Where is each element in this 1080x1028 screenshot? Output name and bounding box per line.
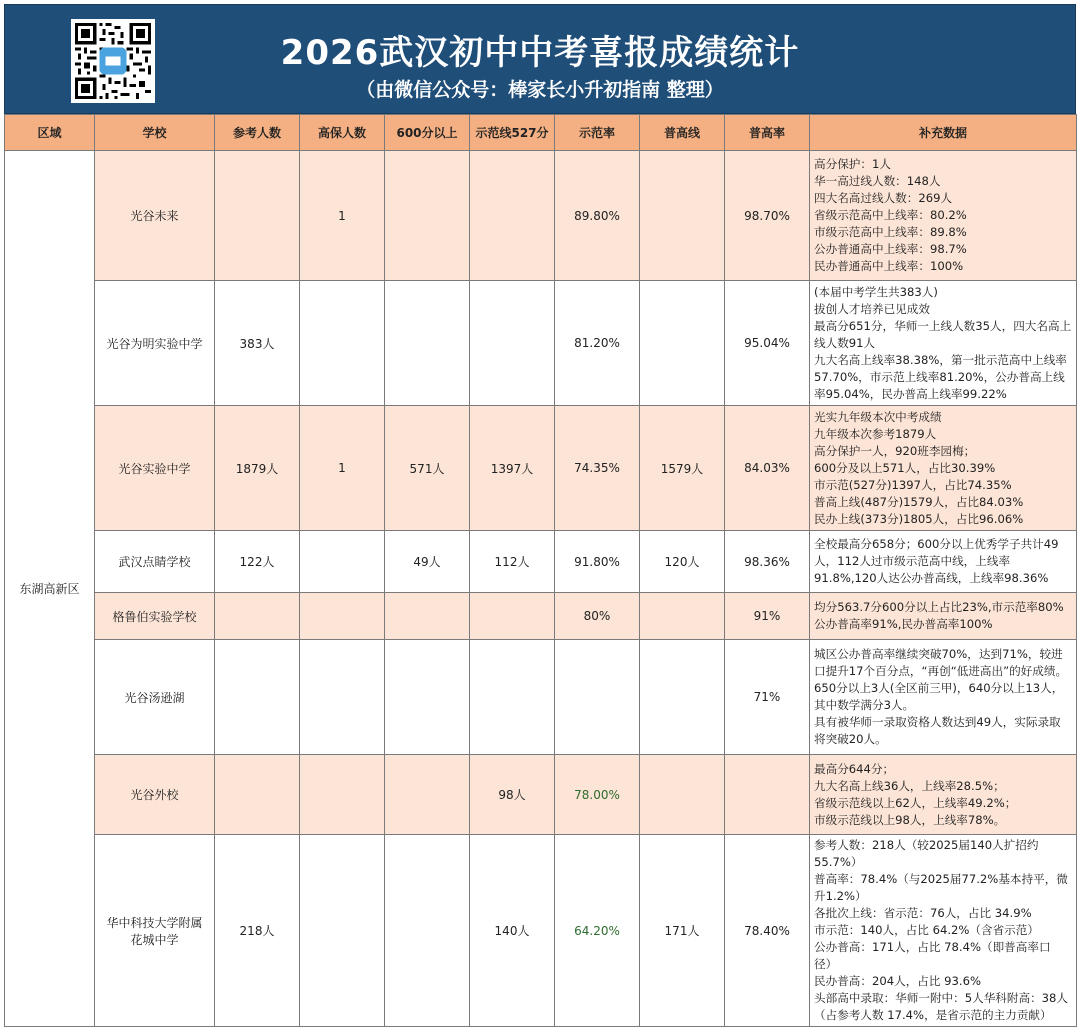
participants-cell: 1879人 bbox=[215, 406, 300, 531]
model-line-cell bbox=[470, 640, 555, 755]
model-line-cell: 1397人 bbox=[470, 406, 555, 531]
model-line-cell bbox=[470, 151, 555, 281]
participants-cell: 218人 bbox=[215, 835, 300, 1027]
notes-cell: 均分563.7分600分以上占比23%,市示范率80%公办普高率91%,民办普高率100% bbox=[810, 593, 1077, 640]
notes-cell: 光实九年级本次中考成绩 九年级本次参考1879人 高分保护一人，920班李园梅； 600分及以上571人，占比30.39% 市示范(527分)1397人，占比74.35% 普高上线(487分)1579人，占比84.03% 民办上线(373分)1805人，占比96.06% bbox=[810, 406, 1077, 531]
general-rate-cell bbox=[725, 755, 810, 835]
general-rate-cell: 84.03% bbox=[725, 406, 810, 531]
model-line-cell: 112人 bbox=[470, 531, 555, 593]
notes-cell: 最高分644分； 九大名高上线36人，上线率28.5%； 省级示范线以上62人，上线率49.2%； 市级示范线以上98人，上线率78%。 bbox=[810, 755, 1077, 835]
table-row bbox=[5, 281, 1077, 406]
model-line-cell bbox=[470, 281, 555, 406]
table-row bbox=[5, 531, 1077, 593]
high-protect-cell bbox=[300, 281, 385, 406]
col-header-region: 区域 bbox=[5, 115, 95, 151]
model-rate-cell: 80% bbox=[555, 593, 640, 640]
notes-cell: 全校最高分658分；600分以上优秀学子共计49人，112人过市级示范高中线，上线率91.8%,120人达公办普高线，上线率98.36% bbox=[810, 531, 1077, 593]
col-header-general-line: 普高线 bbox=[640, 115, 725, 151]
participants-cell bbox=[215, 151, 300, 281]
participants-cell bbox=[215, 755, 300, 835]
model-rate-cell: 78.00% bbox=[555, 755, 640, 835]
above600-cell bbox=[385, 151, 470, 281]
high-protect-cell bbox=[300, 640, 385, 755]
results-table bbox=[4, 114, 1077, 1027]
model-rate-cell: 81.20% bbox=[555, 281, 640, 406]
general-rate-cell: 91% bbox=[725, 593, 810, 640]
above600-cell bbox=[385, 835, 470, 1027]
general-rate-cell: 98.70% bbox=[725, 151, 810, 281]
table-row bbox=[5, 640, 1077, 755]
above600-cell bbox=[385, 281, 470, 406]
col-header-notes: 补充数据 bbox=[810, 115, 1077, 151]
general-rate-cell: 71% bbox=[725, 640, 810, 755]
participants-cell bbox=[215, 593, 300, 640]
high-protect-cell bbox=[300, 593, 385, 640]
school-name: 光谷实验中学 bbox=[95, 406, 215, 531]
col-header-model-line: 示范线527分 bbox=[470, 115, 555, 151]
table-row bbox=[5, 755, 1077, 835]
high-protect-cell bbox=[300, 755, 385, 835]
above600-cell bbox=[385, 640, 470, 755]
participants-cell: 383人 bbox=[215, 281, 300, 406]
above600-cell bbox=[385, 755, 470, 835]
table-row bbox=[5, 593, 1077, 640]
school-name: 光谷外校 bbox=[95, 755, 215, 835]
high-protect-cell bbox=[300, 531, 385, 593]
col-header-school: 学校 bbox=[95, 115, 215, 151]
above600-cell bbox=[385, 593, 470, 640]
general-line-cell bbox=[640, 640, 725, 755]
col-header-above600: 600分以上 bbox=[385, 115, 470, 151]
model-line-cell: 98人 bbox=[470, 755, 555, 835]
school-name: 光谷为明实验中学 bbox=[95, 281, 215, 406]
school-name: 武汉点睛学校 bbox=[95, 531, 215, 593]
high-protect-cell bbox=[300, 835, 385, 1027]
model-rate-cell: 64.20% bbox=[555, 835, 640, 1027]
model-rate-cell: 89.80% bbox=[555, 151, 640, 281]
above600-cell: 49人 bbox=[385, 531, 470, 593]
general-line-cell: 120人 bbox=[640, 531, 725, 593]
page-title: 2026武汉初中中考喜报成绩统计 bbox=[280, 33, 800, 73]
model-rate-cell bbox=[555, 640, 640, 755]
school-name: 光谷汤逊湖 bbox=[95, 640, 215, 755]
participants-cell: 122人 bbox=[215, 531, 300, 593]
model-rate-cell: 91.80% bbox=[555, 531, 640, 593]
notes-cell: 城区公办普高率继续突破70%，达到71%，较进口提升17个百分点，“再创“低进高出”的好成绩。 650分以上3人(全区前三甲)，640分以上13人，其中数学满分3人。 具有被华师一录取资格人数达到49人，实际录取将突破20人。 bbox=[810, 640, 1077, 755]
model-line-cell bbox=[470, 593, 555, 640]
high-protect-cell: 1 bbox=[300, 406, 385, 531]
general-line-cell bbox=[640, 281, 725, 406]
col-header-high-protect: 高保人数 bbox=[300, 115, 385, 151]
notes-cell: 高分保护：1人 华一高过线人数：148人 四大名高过线人数：269人 省级示范高中上线率：80.2% 市级示范高中上线率：89.8% 公办普通高中上线率：98.7% 民办普通高中上线率：100% bbox=[810, 151, 1077, 281]
table-row bbox=[5, 835, 1077, 1027]
participants-cell bbox=[215, 640, 300, 755]
high-protect-cell: 1 bbox=[300, 151, 385, 281]
model-line-cell: 140人 bbox=[470, 835, 555, 1027]
model-rate-cell: 74.35% bbox=[555, 406, 640, 531]
col-header-participants: 参考人数 bbox=[215, 115, 300, 151]
page-subtitle: （由微信公众号：棒家长小升初指南 整理） bbox=[356, 79, 724, 101]
general-line-cell bbox=[640, 755, 725, 835]
general-line-cell: 171人 bbox=[640, 835, 725, 1027]
col-header-model-rate: 示范率 bbox=[555, 115, 640, 151]
school-name: 格鲁伯实验学校 bbox=[95, 593, 215, 640]
notes-cell: 参考人数：218人（较2025届140人扩招约55.7%） 普高率：78.4%（与2025届77.2%基本持平，微升1.2%） 各批次上线：省示范：76人，占比 34.9% 市示范：140人，占比 64.2%（含省示范） 公办普高：171人，占比 78.4%（即普高率口径） 民办普高：204人，占比 93.6% 头部高中录取：华师一附中：5人华科附高：38人（占参考人数 17.4%，是省示范的主力贡献） bbox=[810, 835, 1077, 1027]
notes-cell: (本届中考学生共383人) 拔创人才培养已见成效 最高分651分，华师一上线人数35人，四大名高上线人数91人 九大名高上线率38.38%，第一批示范高中上线率57.70%，市示范上线率81.20%，公办普高上线率95.04%，民办普高上线率99.22% bbox=[810, 281, 1077, 406]
general-line-cell bbox=[640, 593, 725, 640]
table-row bbox=[5, 151, 1077, 281]
general-rate-cell: 95.04% bbox=[725, 281, 810, 406]
region-cell: 东湖高新区 bbox=[5, 151, 95, 1027]
col-header-general-rate: 普高率 bbox=[725, 115, 810, 151]
table-row bbox=[5, 406, 1077, 531]
general-line-cell: 1579人 bbox=[640, 406, 725, 531]
school-name: 华中科技大学附属 花城中学 bbox=[95, 835, 215, 1027]
general-rate-cell: 98.36% bbox=[725, 531, 810, 593]
general-line-cell bbox=[640, 151, 725, 281]
school-name: 光谷未来 bbox=[95, 151, 215, 281]
general-rate-cell: 78.40% bbox=[725, 835, 810, 1027]
header-row bbox=[5, 115, 1077, 151]
title-banner bbox=[4, 4, 1076, 114]
above600-cell: 571人 bbox=[385, 406, 470, 531]
